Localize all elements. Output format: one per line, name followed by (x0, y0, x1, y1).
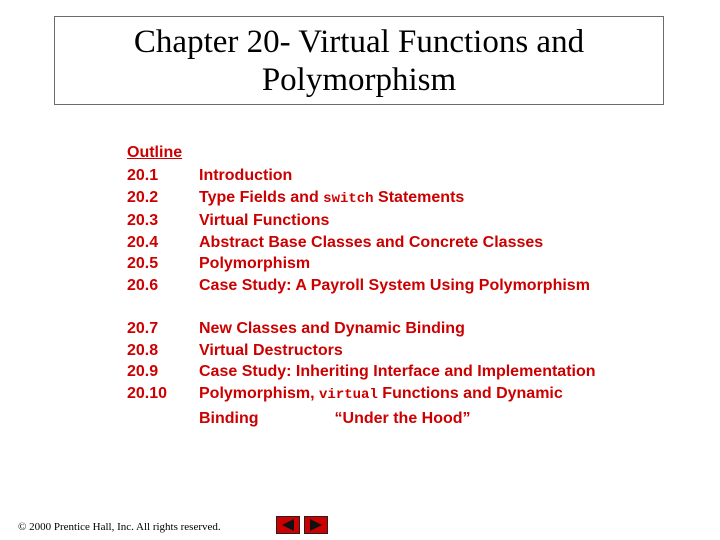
item-number: 20.9 (127, 363, 159, 380)
continuation-left: Binding (199, 410, 259, 427)
item-code: switch (323, 190, 374, 207)
item-text: Case Study: Inheriting Interface and Implementation (199, 363, 596, 380)
item-number: 20.2 (127, 188, 159, 206)
outline-item (127, 253, 659, 275)
outline-item (127, 275, 659, 297)
item-text: Virtual Functions (199, 212, 330, 229)
item-text: Polymorphism (199, 255, 311, 272)
item-number: 20.6 (127, 276, 159, 294)
slide-title: Chapter 20- Virtual Functions and Polymorphism (133, 23, 585, 98)
copyright-symbol: © (18, 521, 27, 533)
slide-navigation (276, 516, 328, 534)
outline-item (127, 210, 659, 232)
item-text (199, 187, 659, 211)
item-code: virtual (319, 386, 378, 403)
previous-slide-button[interactable] (276, 516, 300, 534)
item-number: 20.3 (127, 212, 159, 229)
outline-item (127, 383, 659, 407)
copyright-footer (18, 521, 221, 533)
item-number: 20.4 (127, 233, 159, 251)
outline-heading: Outline (127, 144, 183, 161)
item-number: 20.8 (127, 341, 159, 359)
outline-item (127, 187, 659, 211)
item-text: Introduction (199, 167, 293, 184)
item-number: 20.5 (127, 255, 159, 272)
left-arrow-icon (281, 519, 295, 531)
item-text: Abstract Base Classes and Concrete Classes (199, 233, 544, 251)
outline-spacer (127, 296, 659, 318)
outline-item (127, 361, 659, 383)
item-text-pre: Type Fields and (199, 188, 324, 206)
item-text-post: Functions and Dynamic (377, 384, 563, 402)
outline-item-continuation (127, 408, 659, 430)
title-box (54, 16, 664, 105)
item-text-pre: Polymorphism, (199, 384, 320, 402)
outline-item (127, 165, 659, 187)
continuation-right: “Under the Hood” (334, 410, 471, 427)
item-number: 20.7 (127, 320, 159, 337)
outline-item (127, 232, 659, 254)
item-number: 20.1 (127, 167, 159, 184)
item-text: New Classes and Dynamic Binding (199, 320, 465, 337)
right-arrow-icon (309, 519, 323, 531)
outline (127, 143, 659, 430)
copyright-text: 2000 Prentice Hall, Inc. All rights reserved. (29, 521, 221, 533)
outline-item (127, 340, 659, 362)
item-text: Virtual Destructors (199, 341, 343, 359)
item-text (199, 383, 659, 407)
item-text-post: Statements (373, 188, 465, 206)
item-text: Case Study: A Payroll System Using Polymorphism (199, 276, 590, 294)
item-number: 20.10 (127, 384, 168, 402)
next-slide-button[interactable] (304, 516, 328, 534)
outline-item (127, 318, 659, 340)
